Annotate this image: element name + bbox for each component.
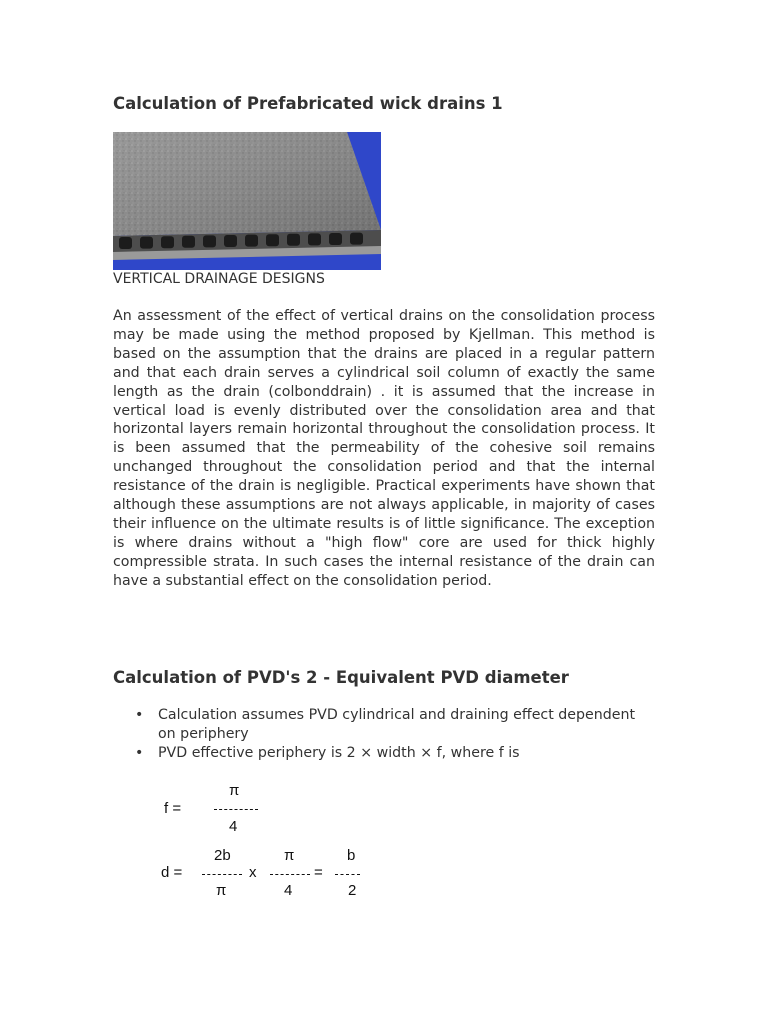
- bullet-icon: •: [135, 707, 144, 723]
- d-fraction1-bar: [202, 874, 242, 875]
- d-label: d =: [161, 864, 183, 881]
- d-fraction1-denominator: π: [216, 882, 227, 899]
- list-item-text: Calculation assumes PVD cylindrical and draining effect dependent on periphery: [158, 707, 636, 742]
- bullet-icon: •: [135, 745, 144, 761]
- page-title: Calculation of Prefabricated wick drains 1: [113, 94, 503, 113]
- list-item-text: PVD effective periphery is 2 × width × f, where f is: [158, 745, 520, 761]
- d-fraction2-bar: [270, 874, 310, 875]
- section-title: Calculation of PVD's 2 - Equivalent PVD diameter: [113, 668, 569, 687]
- body-paragraph: An assessment of the effect of vertical drains on the consolidation process may be made using the method proposed by Kjellman. This method is based on the assumption that the drains are placed in a regular pattern and that each drain serves a cylindrical soil column of exactly the same length as the drain (colbonddrain) . it is assumed that the increase in vertical load is evenly distributed over the consolidation area and that horizontal layers remain horizontal throughout the consolidation process. It is been assumed that the permeability of the cohesive soil remains unchanged throughout the consolidation period and that the internal resistance of the drain is negligible. Practical experiments have shown that although these assumptions are not always applicable, in majority of cases their influence on the ultimate results is of little significance. The exception is where drains without a "high flow" core are used for thick highly compressible strata. In such cases the internal resistance of the drain can have a substantial effect on the consolidation period.: [113, 308, 655, 589]
- wick-drain-photo: [113, 132, 381, 270]
- equals-sign: =: [314, 864, 323, 881]
- list-item: [113, 706, 655, 744]
- list-item: [113, 744, 655, 763]
- f-denominator: 4: [229, 818, 238, 835]
- times-sign: x: [249, 864, 257, 881]
- d-fraction3-bar: [335, 874, 360, 875]
- d-fraction2-numerator: π: [284, 847, 295, 864]
- d-fraction2-denominator: 4: [284, 882, 293, 899]
- d-fraction3-denominator: 2: [348, 882, 357, 899]
- image-caption: VERTICAL DRAINAGE DESIGNS: [113, 271, 325, 287]
- d-fraction1-numerator: 2b: [214, 847, 231, 864]
- f-label: f =: [164, 800, 182, 817]
- f-fraction-bar: [214, 809, 258, 810]
- wick-drain-image: [113, 132, 381, 270]
- f-numerator: π: [229, 782, 240, 799]
- bullet-list: [113, 706, 655, 763]
- d-fraction3-numerator: b: [347, 847, 356, 864]
